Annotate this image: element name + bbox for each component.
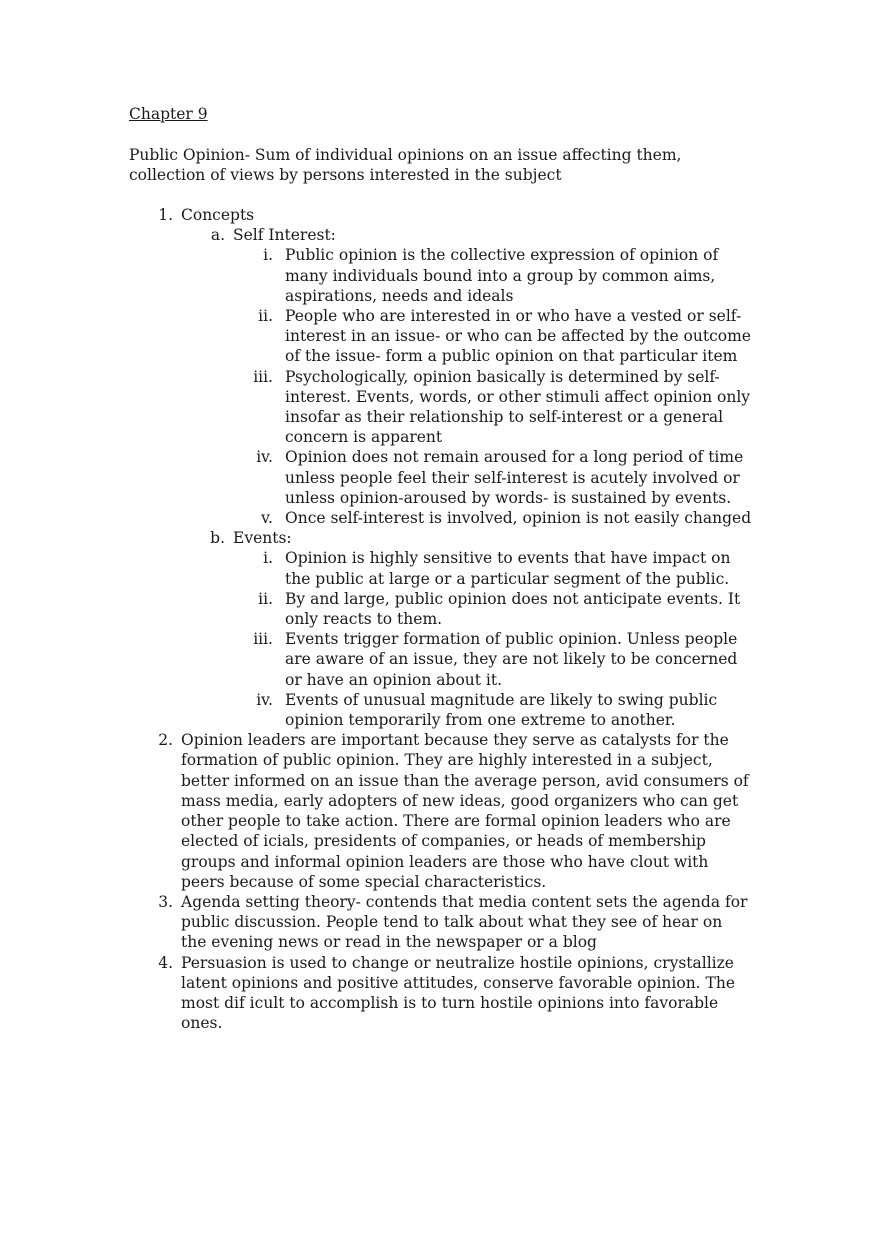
list-marker: ii. (258, 307, 273, 326)
sub-sub-list-item (0, 690, 880, 730)
sub-sub-list-item (0, 629, 880, 690)
list-item (0, 730, 880, 892)
sub-list-item (0, 528, 880, 548)
list-marker: iv. (256, 690, 273, 709)
list-item-text: Agenda setting theory- contends that media content sets the agenda for public discussion. People tend to talk about what they see of hear on the evening news or read in the newspaper or a blog (181, 892, 748, 952)
list-marker: v. (261, 509, 273, 528)
sub-sub-list-item (0, 245, 880, 306)
list-item-text: Opinion is highly sensitive to events that have impact on the public at large or a particular segment of the public. (285, 549, 731, 588)
list-item (0, 892, 880, 953)
list-item-text: Events of unusual magnitude are likely to swing public opinion temporarily from one extreme to another. (285, 690, 718, 730)
list-item-text: Opinion leaders are important because they serve as catalysts for the formation of public opinion. They are highly interested in a subject, better informed on an issue than the average person, avid consumers of mass media, early adopters of new ideas, good organizers who can get other people to take action. There are formal opinion leaders who are elected of icials, presidents of companies, or heads of membership groups and informal opinion leaders are those who have clout with peers because of some special characteristics. (181, 731, 749, 891)
list-marker: a. (210, 226, 225, 245)
list-item-text: Events trigger formation of public opinion. Unless people are aware of an issue, they are not likely to be concerned or have an opinion about it. (285, 630, 738, 689)
list-marker: 1. (158, 206, 173, 224)
list-marker: iii. (253, 630, 273, 649)
sub-sub-list-item (0, 367, 880, 448)
list-marker: 2. (158, 731, 173, 750)
list-item-text: Self Interest: (233, 226, 336, 245)
list-item-text: Events: (233, 529, 292, 548)
sub-list-item (0, 225, 880, 245)
sub-sub-list-item (0, 306, 880, 367)
sub-sub-list-item (0, 548, 880, 588)
list-item (0, 953, 880, 1034)
list-marker: i. (263, 549, 273, 568)
list-item-text: Concepts (181, 206, 255, 224)
list-marker: iii. (253, 367, 273, 386)
sub-sub-list-item (0, 589, 880, 629)
sub-sub-list-item (0, 508, 880, 528)
list-item-text: Opinion does not remain aroused for a long period of time unless people feel their self-interest is acutely involved or unless opinion-aroused by words- is sustained by events. (285, 448, 744, 507)
list-item-text: By and large, public opinion does not anticipate events. It only reacts to them. (285, 589, 741, 629)
list-item-text: Once self-interest is involved, opinion is not easily changed (285, 509, 752, 528)
list-marker: i. (263, 246, 273, 265)
list-item-text: Psychologically, opinion basically is determined by self-interest. Events, words, or other stimuli affect opinion only insofar as their relationship to self-interest or a general concern is apparent (285, 367, 751, 447)
sub-sub-list-item (0, 447, 880, 508)
list-item-text: People who are interested in or who have a vested or self-interest in an issue- or who can be affected by the outcome of the issue- form a public opinion on that particular item (285, 307, 751, 366)
list-marker: b. (210, 529, 225, 548)
list-marker: 4. (158, 953, 173, 972)
list-item-text: Persuasion is used to change or neutralize hostile opinions, crystallize latent opinions and positive attitudes, conserve favorable opinion. The most dif icult to accomplish is to turn hostile opinions into favorable ones. (181, 953, 736, 1033)
outline-list (0, 205, 880, 1033)
list-marker: ii. (258, 589, 273, 608)
chapter-heading: Chapter 9 (129, 105, 208, 123)
list-item-text: Public opinion is the collective expression of opinion of many individuals bound into a group by common aims, aspirations, needs and ideals (285, 246, 719, 305)
list-marker: 3. (158, 892, 173, 911)
intro-paragraph: Public Opinion- Sum of individual opinions on an issue affecting them, collection of views by persons interested in the subject (129, 146, 682, 185)
list-marker: iv. (256, 448, 273, 467)
list-item (0, 205, 880, 225)
